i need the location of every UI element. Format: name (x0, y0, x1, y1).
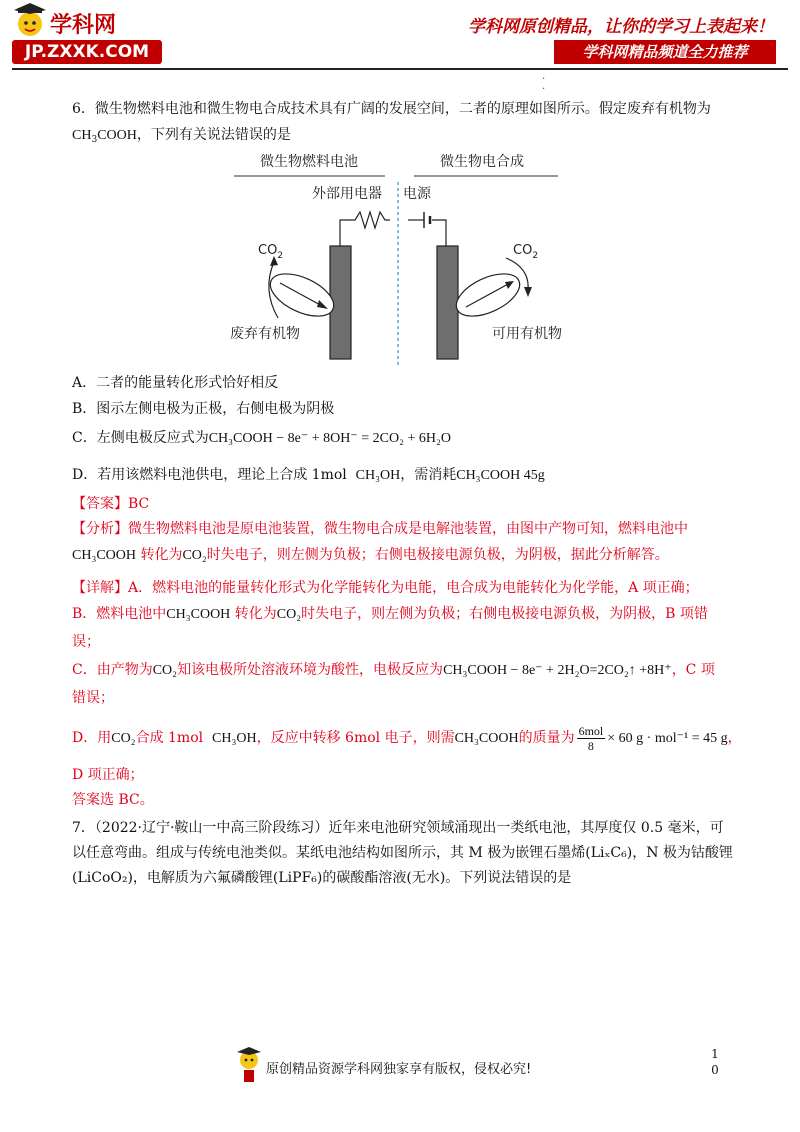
left-co2-label: $CO_2$ (258, 243, 284, 261)
analysis-line-2: CH₃COOH 转化为CO₂时失电子，则左侧为负极；右侧电极接电源负极，为阴极，据此分析解答。 (72, 547, 669, 563)
detail-d-line-2: D 项正确； (72, 767, 144, 783)
detail-c-line-1: C．由产物为CO₂知该电极所处溶液环境为酸性，电极反应为CH₃COOH − 8e⁻ + 2H₂O=2CO₂↑ +8H⁺，C 项 (72, 662, 715, 678)
detail-a: 【详解】A．燃料电池的能量转化形式为化学能转化为电能，电合成为电能转化为化学能，A 项正确； (72, 580, 699, 596)
header-slogan: 学科网原创精品，让你的学习上表起来！ (468, 17, 774, 37)
battery-wire (432, 220, 446, 247)
diagram-load-label: 外部用电器 (312, 186, 382, 202)
cell-diagram (220, 150, 580, 365)
q6-stem-line-2: $CH_3COOH$，下列有关说法错误的是 (72, 127, 291, 145)
header-dots: . . (542, 71, 546, 92)
answer-conclusion: 答案选 BC。 (72, 792, 154, 808)
footer-mascot-icon (236, 1044, 262, 1084)
header-divider (12, 68, 788, 70)
q7-line-2: 以任意弯曲。组成与传统电池类似。某纸电池结构如图所示，其 M 极为嵌锂石墨烯(LiₓC₆)，N 极为钴酸锂 (72, 845, 733, 861)
q6-option-c: C．左侧电极反应式为CH₃COOH − 8e⁻ + 8OH⁻ = 2CO₂ + 6H₂O (72, 430, 451, 446)
usable-organic-label: 可用有机物 (492, 326, 562, 342)
detail-b-line-2: 误； (72, 634, 100, 650)
q6-formula-ch: CH (72, 128, 92, 143)
q7-line-3: (LiCoO₂)，电解质为六氟磷酸锂(LiPF₆)的碳酸酯溶液(无水)。下列说法错误的是 (72, 870, 572, 886)
resistor-icon (340, 212, 390, 247)
right-electrode (437, 246, 458, 359)
analysis-line-1: 【分析】微生物燃料电池是原电池装置，微生物电合成是电解池装置，由图中产物可知，燃料电池中 (72, 521, 688, 537)
waste-organic-label: 废弃有机物 (230, 326, 300, 342)
diagram-source-label: 电源 (403, 186, 431, 202)
mascot-logo-icon (10, 2, 50, 42)
answer-line: 【答案】BC (72, 496, 150, 512)
mass-fraction: $\frac{\text{6mol}}{8}$ (578, 723, 604, 753)
diagram-right-title: 微生物电合成 (440, 154, 524, 170)
q6-formula-cooh: COOH (97, 128, 137, 143)
q6-option-a: A．二者的能量转化形式恰好相反 (72, 375, 279, 391)
q6-option-c-equation: CH₃COOH − 8e⁻ + 8OH⁻ = 2CO₂ + 6H₂O (208, 431, 451, 446)
site-logo-name[interactable]: 学科网 (50, 13, 117, 38)
diagram-left-title: 微生物燃料电池 (260, 154, 358, 170)
channel-banner: 学科网精品频道全力推荐 (554, 40, 776, 64)
footer-copyright: 原创精品资源学科网独家享有版权，侵权必究! (266, 1062, 532, 1077)
detail-d-line-1: D．用CO₂合成 1mol CH₃OH，反应中转移 6mol 电子，则需CH₃COOH的质量为 $\frac{\text{6mol}}{8}$ × 60 g · mol⁻¹ = 45 g， (72, 723, 742, 753)
q6-stem-tail: ，下列有关说法错误的是 (136, 127, 291, 143)
page-number: 1 0 (711, 1047, 719, 1077)
q7-line-1: 7．（2022·辽宁·鞍山一中高三阶段练习）近年来电池研究领域涌现出一类纸电池，其厚度仅 0.5 毫米，可 (72, 820, 724, 836)
right-co2-label: $CO_2$ (513, 243, 539, 261)
detail-c-line-2: 错误； (72, 690, 114, 706)
q6-option-d: D．若用该燃料电池供电，理论上合成 1mol CH₃OH，需消耗CH₃COOH 45g (72, 467, 545, 483)
q6-stem-line-1: 6．微生物燃料电池和微生物电合成技术具有广阔的发展空间，二者的原理如图所示。假定废弃有机物为 (72, 101, 711, 117)
detail-b-line-1: B．燃料电池中CH₃COOH 转化为CO₂时失电子，则左侧为负极；右侧电极接电源负极，为阴极，B 项错 (72, 606, 708, 622)
q6-option-b: B．图示左侧电极为正极，右侧电极为阴极 (72, 401, 335, 417)
site-logo-url[interactable]: JP.ZXXK.COM (12, 40, 162, 64)
